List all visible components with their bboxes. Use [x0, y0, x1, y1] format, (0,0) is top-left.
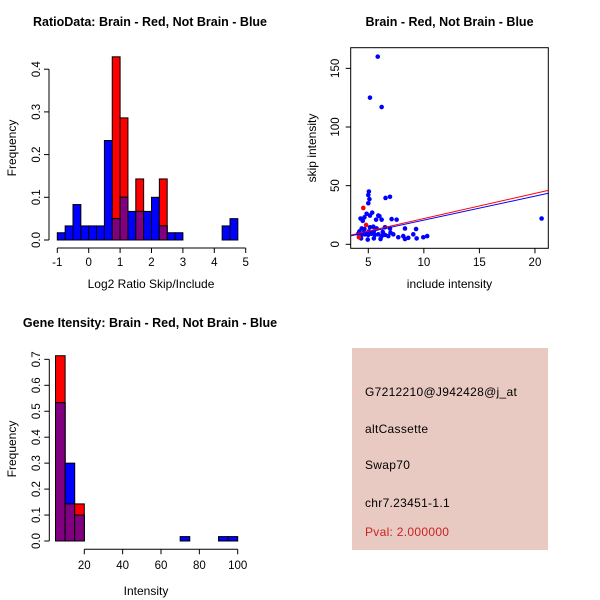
scatter-point-blue	[386, 234, 391, 239]
hist-bar-overlap	[75, 515, 85, 541]
x-tick-label: 3	[179, 257, 187, 269]
chart-title: Brain - Red, Not Brain - Blue	[365, 15, 534, 29]
hist-bar-blue	[222, 226, 230, 240]
scatter-point-blue	[411, 232, 416, 237]
y-tick-label: 50	[330, 179, 342, 193]
y-axis-title: Frequency	[5, 420, 19, 478]
splice-event-text: altCassette	[365, 422, 429, 436]
y-tick-label: 0	[330, 241, 342, 248]
y-axis-title: skip intensity	[305, 113, 319, 183]
scatter-point-blue	[367, 197, 372, 202]
hist-bar-overlap	[56, 403, 66, 541]
scatter-point-blue	[421, 235, 426, 240]
info-box	[352, 348, 548, 550]
y-tick-label: 0.4	[31, 61, 43, 78]
y-tick-label: 0.1	[31, 507, 43, 524]
scatter-point-red	[364, 223, 369, 228]
y-tick-label: 150	[330, 58, 342, 78]
hist-bar-overlap	[65, 504, 75, 541]
hist-bar-blue	[57, 233, 65, 240]
scatter-point-blue	[370, 210, 375, 215]
y-tick-label: 0.4	[31, 429, 43, 446]
x-tick-label: 20	[528, 257, 542, 269]
y-tick-label: 0.1	[31, 189, 43, 206]
scatter-point-blue	[383, 196, 388, 201]
hist-bar-blue	[152, 197, 160, 240]
hist-bar-blue	[167, 233, 175, 240]
x-tick-label: 80	[192, 560, 206, 572]
scatter-point-blue	[375, 54, 380, 59]
scatter-point-blue	[379, 105, 384, 110]
scatter-point-blue	[377, 214, 382, 219]
scatter-point-blue	[368, 95, 373, 100]
hist-bar-blue	[230, 219, 238, 240]
hist-bar-overlap	[120, 197, 128, 240]
y-tick-label: 0.3	[31, 455, 43, 472]
regression-line-red	[351, 190, 549, 235]
hist-bar-blue	[128, 211, 136, 240]
hist-bar-blue	[228, 537, 238, 541]
y-tick-label: 0.5	[31, 403, 43, 420]
scatter-point-red	[361, 206, 366, 211]
y-tick-label: 0.6	[31, 377, 43, 394]
scatter-point-blue	[396, 235, 401, 240]
y-axis-title: Frequency	[5, 119, 19, 177]
x-tick-label: 100	[228, 560, 248, 572]
chart-title: RatioData: Brain - Red, Not Brain - Blue	[32, 15, 268, 29]
y-tick-label: 0.2	[31, 481, 43, 498]
x-axis-title: Log2 Ratio Skip/Include	[87, 277, 215, 291]
gene-name-text: Swap70	[365, 458, 411, 472]
hist-bar-blue	[180, 537, 190, 541]
scatter-point-blue	[414, 227, 419, 232]
hist-bar-blue	[175, 233, 183, 240]
x-axis-title: Intensity	[123, 584, 169, 598]
y-tick-label: 0.2	[31, 146, 43, 163]
y-tick-label: 0.3	[31, 103, 43, 120]
hist-bar-blue	[144, 211, 152, 240]
hist-bar-overlap	[112, 219, 120, 240]
scatter-point-blue	[425, 234, 430, 239]
y-tick-label: 0.0	[31, 232, 43, 248]
chart-title: Gene Itensity: Brain - Red, Not Brain - Blue	[22, 316, 278, 330]
scatter-point-red	[357, 235, 362, 240]
hist-bar-red	[112, 57, 120, 240]
hist-bar-blue	[97, 226, 105, 240]
scatter-point-blue	[372, 236, 377, 241]
scatter-point-blue	[366, 193, 371, 198]
x-axis-title: include intensity	[406, 277, 493, 291]
x-tick-label: 5	[242, 257, 249, 269]
x-tick-label: 5	[365, 257, 372, 269]
scatter-point-blue	[374, 217, 379, 222]
scatter-point-blue	[366, 201, 371, 206]
x-tick-label: -1	[52, 257, 63, 269]
probe-id-text: G7212210@J942428@j_at	[365, 385, 518, 399]
genomic-location-text: chr7.23451-1.1	[365, 496, 450, 510]
x-tick-label: 40	[116, 560, 130, 572]
scatter-point-blue	[403, 226, 408, 231]
x-tick-label: 4	[211, 257, 218, 269]
y-tick-label: 0.0	[31, 533, 43, 549]
scatter-point-blue	[539, 216, 544, 221]
x-tick-label: 1	[116, 257, 124, 269]
scatter-point-blue	[391, 232, 396, 237]
hist-bar-blue	[89, 226, 97, 240]
x-tick-label: 15	[473, 257, 486, 269]
x-tick-label: 20	[77, 560, 91, 572]
scatter-point-blue	[388, 194, 393, 199]
x-tick-label: 10	[417, 257, 431, 269]
hist-bar-overlap	[136, 211, 144, 240]
scatter-point-blue	[394, 217, 399, 222]
hist-bar-blue	[81, 226, 89, 240]
scatter-point-blue	[365, 237, 370, 242]
scatter-point-blue	[378, 237, 383, 242]
hist-bar-blue	[65, 226, 73, 240]
y-tick-label: 100	[330, 117, 342, 137]
scatter-point-blue	[358, 216, 363, 221]
x-tick-label: 60	[154, 560, 168, 572]
hist-bar-blue	[73, 205, 81, 240]
scatter-point-blue	[389, 217, 394, 222]
x-tick-label: 0	[85, 257, 92, 269]
scatter-point-blue	[414, 236, 419, 241]
y-tick-label: 0.7	[31, 351, 43, 368]
hist-bar-blue	[219, 537, 229, 541]
scatter-point-blue	[403, 237, 408, 242]
hist-bar-blue	[104, 141, 112, 240]
pval-text: Pval: 2.000000	[365, 525, 450, 539]
x-tick-label: 2	[148, 257, 155, 269]
hist-bar-overlap	[159, 226, 167, 240]
